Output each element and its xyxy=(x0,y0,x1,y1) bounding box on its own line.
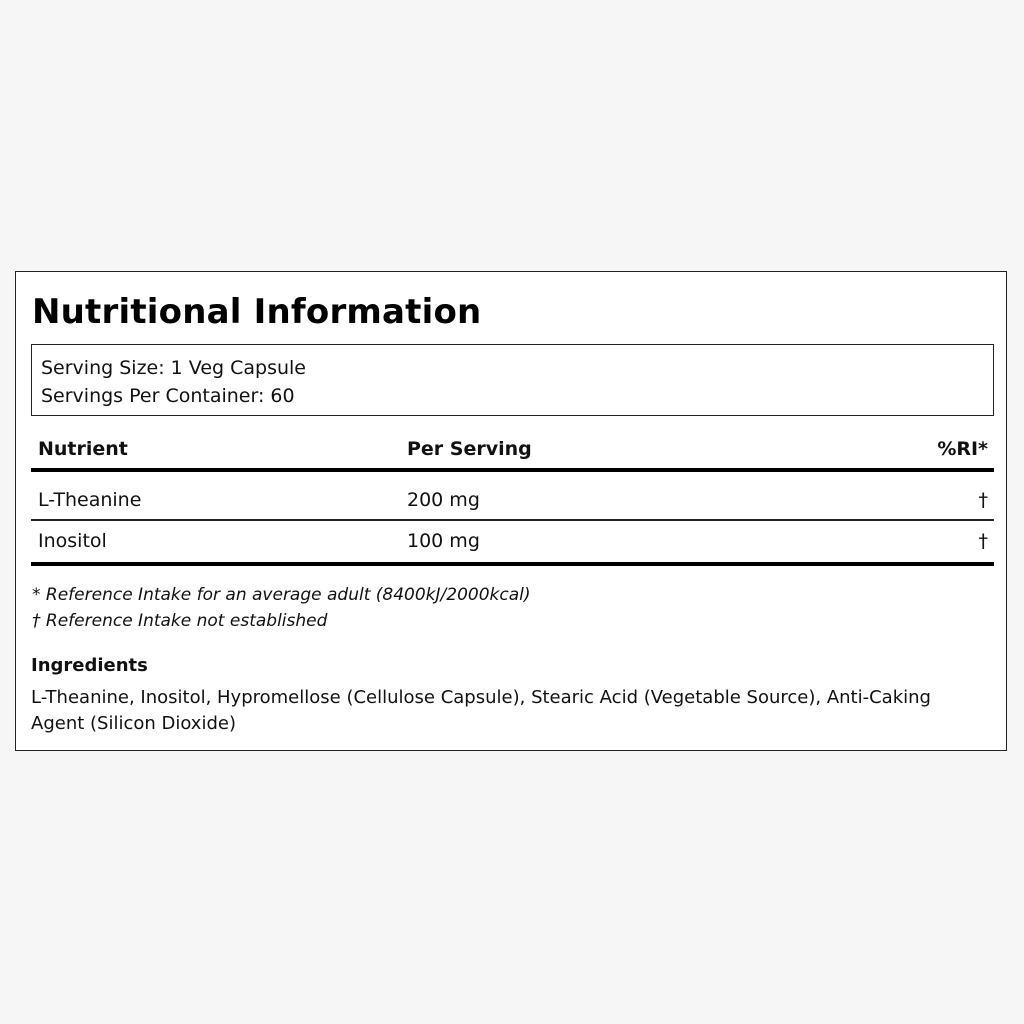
footnote-dagger: † Reference Intake not established xyxy=(32,611,328,631)
footnote-ri: * Reference Intake for an average adult (8400kJ/2000kcal) xyxy=(32,585,531,605)
serving-size: Serving Size: 1 Veg Capsule xyxy=(41,357,306,379)
nutrition-label xyxy=(15,271,1007,751)
table-row xyxy=(31,521,994,562)
nutrient-table xyxy=(31,430,994,566)
nutrient-name: L-Theanine xyxy=(38,489,142,511)
nutrient-ri: † xyxy=(978,489,988,511)
table-row xyxy=(31,472,994,519)
serving-info-box xyxy=(31,344,994,416)
nutrient-amount: 200 mg xyxy=(407,489,480,511)
ingredients-list: L-Theanine, Inositol, Hypromellose (Cellulose Capsule), Stearic Acid (Vegetable Source), Anti-Caking Agent (Silicon Dioxide) xyxy=(31,687,931,734)
ingredients-heading: Ingredients xyxy=(31,655,148,676)
header-ri: %RI* xyxy=(937,438,988,460)
label-title: Nutritional Information xyxy=(32,292,482,332)
servings-per-container: Servings Per Container: 60 xyxy=(41,385,295,407)
header-per-serving: Per Serving xyxy=(407,438,532,460)
nutrient-name: Inositol xyxy=(38,529,107,552)
table-header-row xyxy=(31,430,994,468)
header-nutrient: Nutrient xyxy=(38,438,128,460)
footnotes xyxy=(32,582,531,634)
nutrient-amount: 100 mg xyxy=(407,529,480,552)
nutrient-ri: † xyxy=(978,529,988,552)
table-bottom-divider xyxy=(31,562,994,566)
